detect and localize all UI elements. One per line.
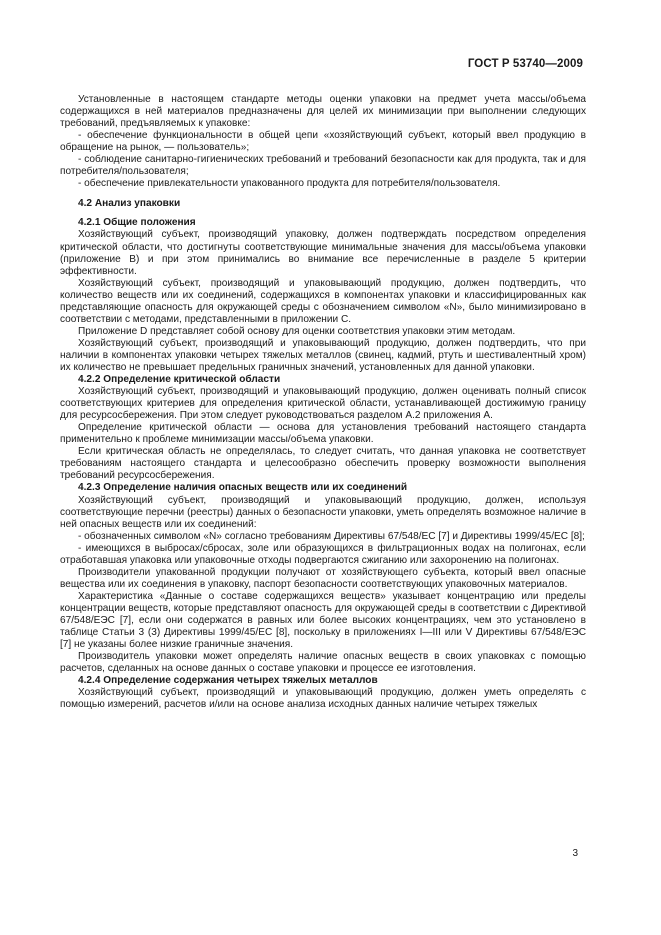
section-4-2-2-paragraph-1: Хозяйствующий субъект, производящий и упаковывающий продукцию, должен оценивать полный список соответствующих критериев для определения критической области, устанавливающей достижимую границу для ресурсосбережения. При этом следует руководствоваться разделом A.2 приложения A. (60, 386, 586, 422)
section-4-2-3-heading: 4.2.3 Определение наличия опасных веществ или их соединений (78, 482, 408, 494)
intro-bullet-1: - обеспечение функциональности в общей цепи «хозяйствующий субъект, который ввел продукцию в обращение на рынок, — пользователь»; (60, 130, 586, 154)
intro-bullet-2: - соблюдение санитарно-гигиенических требований и требований безопасности как для продукта, так и для потребителя/пользователя; (60, 154, 586, 178)
section-4-2-1-paragraph-2: Хозяйствующий субъект, производящий и упаковывающий продукцию, должен подтвердить, что количество веществ или их соединений, содержащихся в компонентах упаковки и классифицированных как представляющие опасность для окружающей среды с обозначением символом «N», было минимизировано в соответствии с методами, представленными в приложении C. (60, 277, 586, 325)
section-4-2-1-paragraph-3: Приложение D представляет собой основу для оценки соответствия упаковки этим методам. (78, 325, 516, 337)
section-4-2-2-paragraph-3: Если критическая область не определялась, то следует считать, что данная упаковка не соответствует требованиям настоящего стандарта и целесообразно обеспечить проверку возможности выполнения требований ресурсосбережения. (60, 446, 586, 482)
section-4-2-1-heading: 4.2.1 Общие положения (78, 217, 196, 229)
standard-header: ГОСТ Р 53740—2009 (467, 58, 583, 70)
intro-paragraph: Установленные в настоящем стандарте методы оценки упаковки на предмет учета массы/объема содержащихся в ней материалов предназначены для целей их минимизации при выполнении следующих требований, предъявляемых к упаковке: (60, 94, 586, 130)
section-4-2-3-paragraph-1: Хозяйствующий субъект, производящий и упаковывающий продукцию, должен, используя соответствующие перечни (реестры) данных о безопасности упаковки, уметь определять возможное наличие в ней опасных веществ или их соединений: (60, 494, 586, 530)
section-4-2-4-paragraph-1: Хозяйствующий субъект, производящий и упаковывающий продукцию, должен уметь определять с помощью измерений, расчетов и/или на основе анализа исходных данных наличие четырех тяжелых (60, 687, 586, 711)
section-4-2-1-paragraph-4: Хозяйствующий субъект, производящий и упаковывающий продукцию, должен подтвердить, что при наличии в компонентах упаковки четырех тяжелых металлов (свинец, кадмий, ртуть и шестивалентный хром) их количество не превышает предельных граничных значений, установленных для данной упаковки. (60, 337, 586, 373)
section-4-2-3-paragraph-2: Производители упакованной продукции получают от хозяйствующего субъекта, который ввел опасные вещества или их соединения в упаковку, паспорт безопасности соответствующих упаковочных материалов. (60, 566, 586, 590)
document-body (60, 94, 586, 711)
page-number: 3 (572, 848, 578, 859)
section-4-2-2-heading: 4.2.2 Определение критической области (78, 374, 281, 386)
section-4-2-3-paragraph-3: Характеристика «Данные о составе содержащихся веществ» указывает концентрацию или пределы концентрации веществ, которые представляют опасность для окружающей среды в соответствии с Директивой 67/548/ЕЭС [7], если они содержатся в равных или более высоких концентрациях, чем это установлено в таблице Статьи 3 (3) Директивы 1999/45/EC [8], поскольку в приложениях I—III или V Директивы 67/548/ЕЭС [7] не указаны более низкие граничные значения. (60, 590, 586, 651)
section-4-2-heading: 4.2 Анализ упаковки (78, 198, 181, 210)
section-4-2-4-heading: 4.2.4 Определение содержания четырех тяжелых металлов (78, 675, 378, 687)
section-4-2-1-paragraph-1: Хозяйствующий субъект, производящий упаковку, должен подтверждать посредством определения критической области, что достигнуты соответствующие минимальные значения для массы/объема упаковки (приложение B) и при этом принимались во внимание все перечисленные в разделе 5 критерии эффективности. (60, 229, 586, 277)
section-4-2-3-bullet-1: - обозначенных символом «N» согласно требованиям Директивы 67/548/EC [7] и Директивы 1999/45/EC [8]; (78, 530, 585, 542)
section-4-2-3-paragraph-4: Производитель упаковки может определять наличие опасных веществ в своих упаковках с помощью расчетов, сделанных на основе данных о составе упаковки и процессе ее изготовления. (60, 651, 586, 675)
intro-bullet-3: - обеспечение привлекательности упакованного продукта для потребителя/пользователя. (78, 178, 501, 190)
section-4-2-3-bullet-2: - имеющихся в выбросах/сбросах, золе или образующихся в фильтрационных водах на полигонах, если отработавшая упаковка или упаковочные отходы подвергаются сжиганию или захоронению на полигонах. (60, 542, 586, 566)
section-4-2-2-paragraph-2: Определение критической области — основа для установления требований настоящего стандарта применительно к проблеме минимизации массы/объема упаковки. (60, 422, 586, 446)
